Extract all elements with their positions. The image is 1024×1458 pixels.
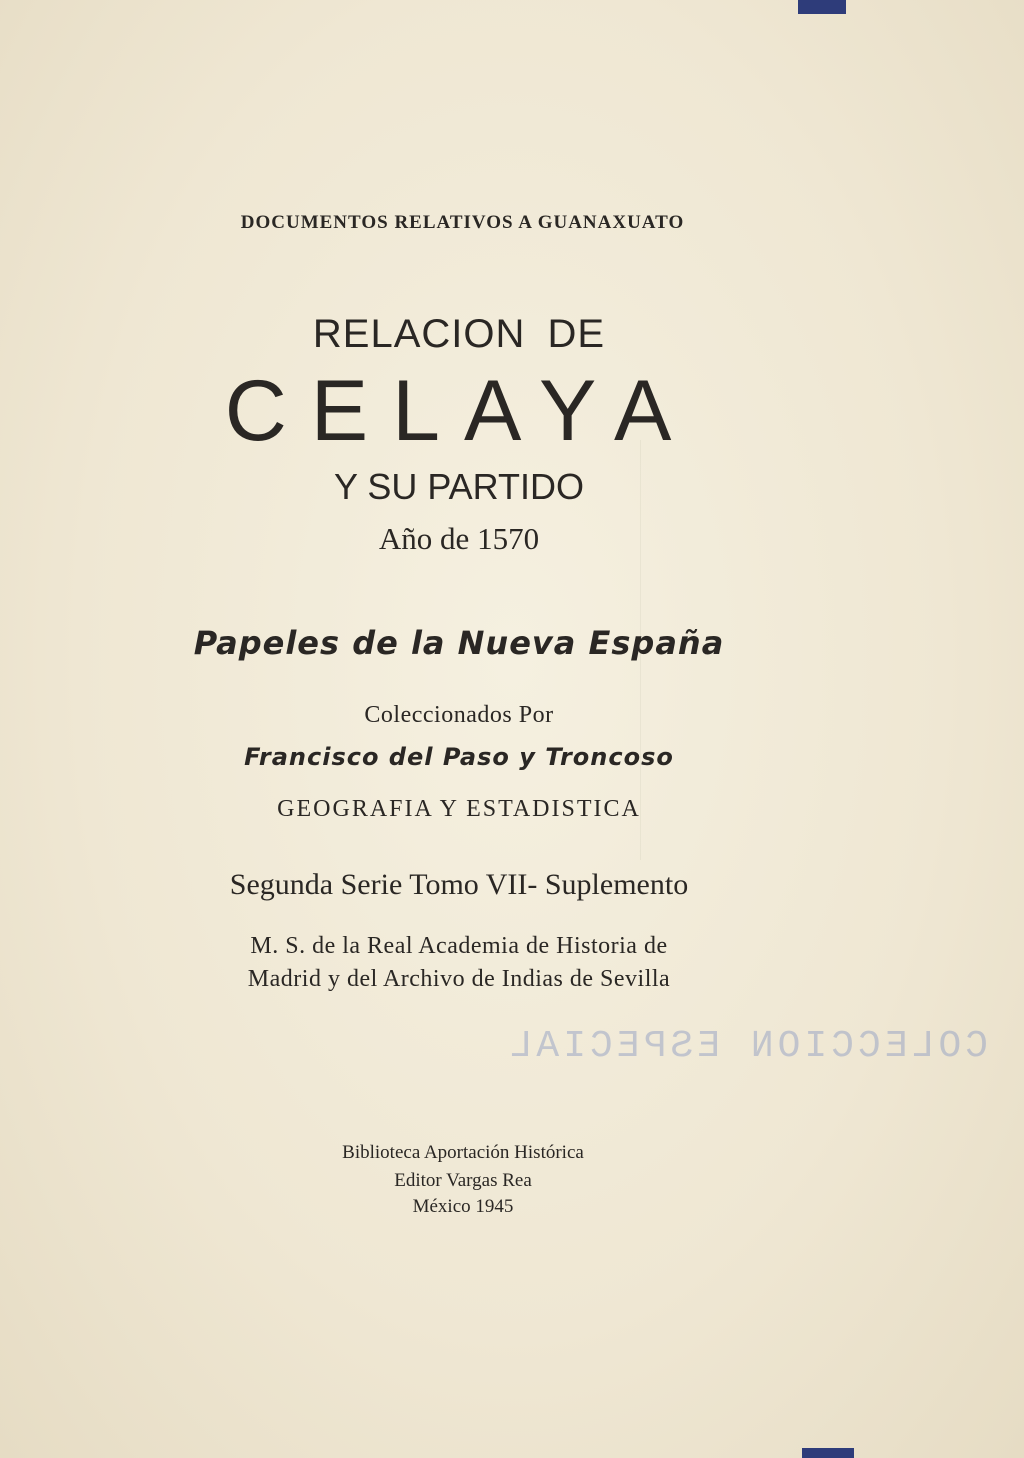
imprint-editor: Editor Vargas Rea <box>394 1170 532 1191</box>
bookmark-tab-bottom <box>802 1448 854 1458</box>
source-line-2: Madrid y del Archivo de Indias de Sevilla <box>247 966 671 992</box>
collected-by-label: Coleccionados Por <box>364 702 554 728</box>
imprint-place-year: México 1945 <box>412 1196 514 1217</box>
subject-line: GEOGRAFIA Y ESTADISTICA <box>277 796 641 822</box>
library-stamp: COLECCION ESPECIAL <box>505 1025 988 1068</box>
title-line-partido: Y SU PARTIDO <box>333 466 585 507</box>
author-name: Francisco del Paso y Troncoso <box>244 743 674 771</box>
volume-line: Segunda Serie Tomo VII- Suplemento <box>229 868 689 901</box>
title-line-celaya: CELAYA <box>224 363 696 459</box>
series-header: DOCUMENTOS RELATIVOS A GUANAXUATO <box>240 212 685 233</box>
source-line-1: M. S. de la Real Academia de Historia de <box>250 933 668 959</box>
title-year: Año de 1570 <box>378 521 540 556</box>
collection-name: Papeles de la Nueva España <box>193 624 725 662</box>
bookmark-tab-top <box>798 0 846 14</box>
imprint-library: Biblioteca Aportación Histórica <box>342 1142 584 1163</box>
title-line-relacion: RELACION DE <box>312 312 606 356</box>
